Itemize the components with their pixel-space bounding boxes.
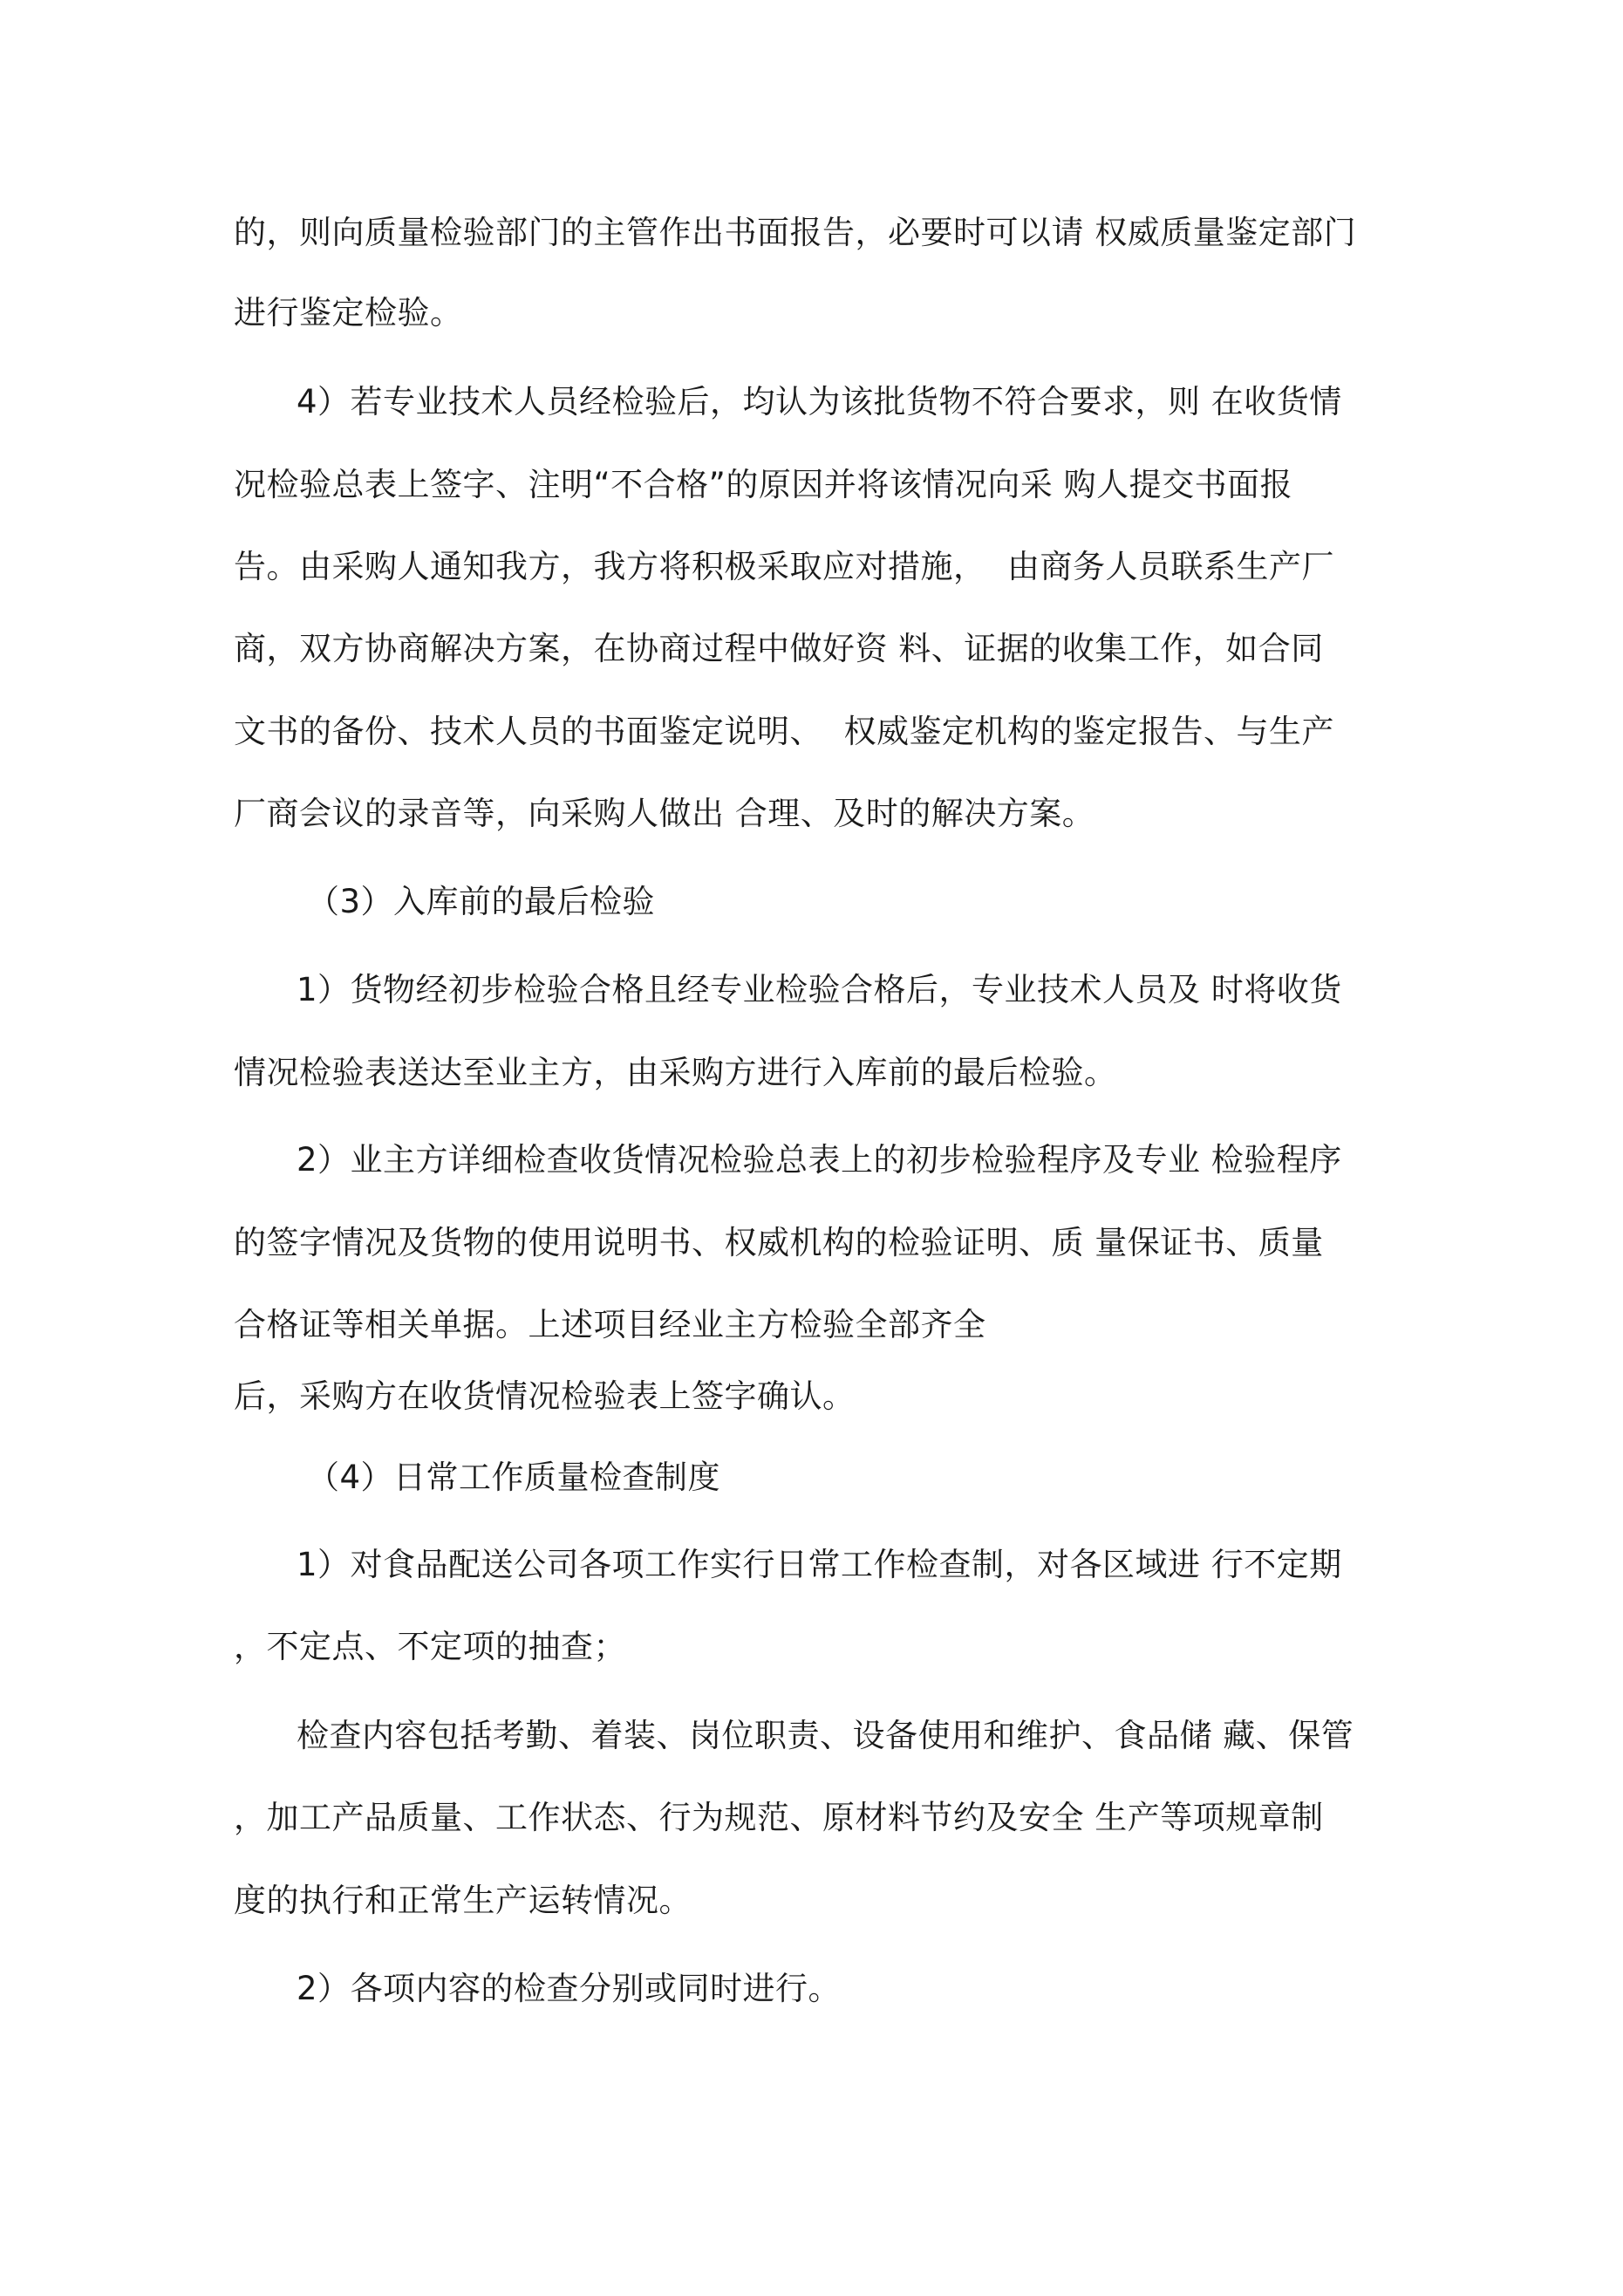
paragraph-line-7: 文书的备份、技术人员的书面鉴定说明、 权威鉴定机构的鉴定报告、与生产 xyxy=(234,713,1335,750)
paragraph-line-15: 1）对食品配送公司各项工作实行日常工作检查制，对各区域进 行不定期 xyxy=(297,1546,1342,1583)
paragraph-line-10: 情况检验表送达至业主方，由采购方进行入库前的最后检验。 xyxy=(234,1054,1117,1091)
paragraph-line-5: 告。由采购人通知我方，我方将积极采取应对措施， 由商务人员联系生产厂 xyxy=(234,548,1335,585)
paragraph-line-1: 的，则向质量检验部门的主管作出书面报告，必要时可以请 权威质量鉴定部门 xyxy=(234,214,1357,251)
paragraph-line-3: 4）若专业技术人员经检验后，均认为该批货物不符合要求，则 在收货情 xyxy=(297,383,1342,420)
paragraph-line-6: 商，双方协商解决方案，在协商过程中做好资 料、证据的收集工作，如合同 xyxy=(234,630,1324,667)
section-heading-4: （4）日常工作质量检查制度 xyxy=(307,1459,721,1496)
paragraph-line-12: 的签字情况及货物的使用说明书、权威机构的检验证明、质 量保证书、质量 xyxy=(234,1224,1324,1261)
section-heading-3: （3）入库前的最后检验 xyxy=(307,883,656,920)
paragraph-line-17: 检查内容包括考勤、着装、岗位职责、设备使用和维护、食品储 藏、保管 xyxy=(297,1717,1354,1754)
paragraph-line-16: ，不定点、不定项的抽查； xyxy=(234,1628,626,1665)
paragraph-line-14: 后，采购方在收货情况检验表上签字确认。 xyxy=(234,1377,856,1415)
paragraph-line-8: 厂商会议的录音等，向采购人做出 合理、及时的解决方案。 xyxy=(234,795,1095,832)
paragraph-line-19: 度的执行和正常生产运转情况。 xyxy=(234,1882,692,1919)
paragraph-line-20: 2）各项内容的检查分别或同时进行。 xyxy=(297,1970,842,2007)
paragraph-line-11: 2）业主方详细检查收货情况检验总表上的初步检验程序及专业 检验程序 xyxy=(297,1141,1342,1179)
paragraph-line-18: ，加工产品质量、工作状态、行为规范、原材料节约及安全 生产等项规章制 xyxy=(234,1799,1324,1836)
paragraph-line-13: 合格证等相关单据。上述项目经业主方检验全部齐全 xyxy=(234,1306,986,1343)
paragraph-line-9: 1）货物经初步检验合格且经专业检验合格后，专业技术人员及 时将收货 xyxy=(297,971,1342,1008)
paragraph-line-4: 况检验总表上签字、注明“不合格”的原因并将该情况向采 购人提交书面报 xyxy=(234,466,1293,503)
paragraph-line-2: 进行鉴定检验。 xyxy=(234,294,463,331)
